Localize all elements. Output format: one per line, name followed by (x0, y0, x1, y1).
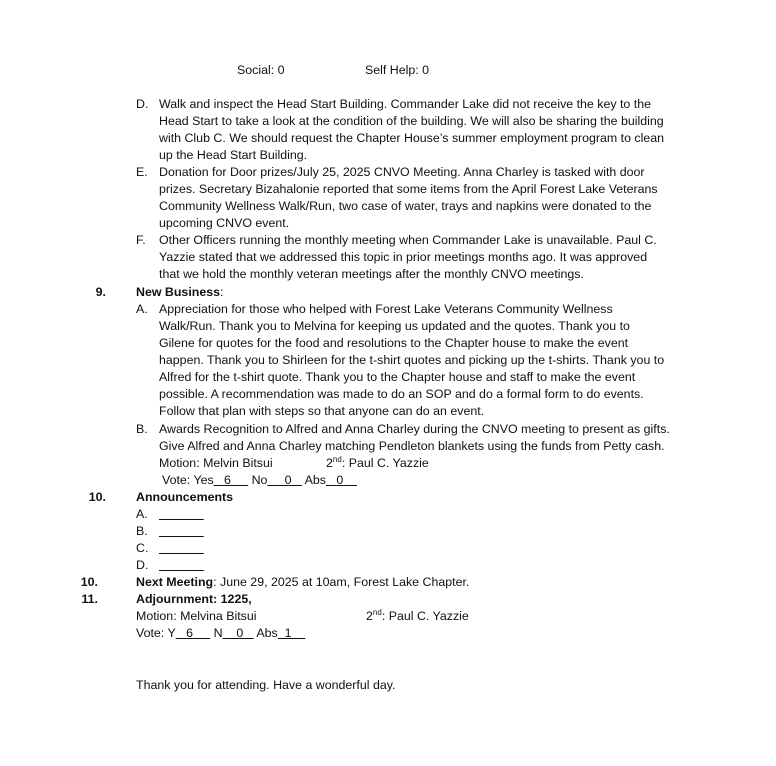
item-line: Donation for Door prizes/July 25, 2025 CNVO Meeting. Anna Charley is tasked with door (159, 165, 645, 179)
next-meeting-label: Next Meeting (136, 575, 214, 589)
abs-value: 1 (284, 626, 292, 640)
yes-label: Vote: Y (136, 626, 176, 640)
adjournment-heading: Adjournment: 1225, (136, 592, 252, 606)
adjournment-motion: Motion: Melvina Bitsui (136, 609, 257, 623)
item-line: Head Start to take a look at the condition of the building. We will also be sharing the building (159, 114, 664, 128)
heading-colon: : (220, 285, 224, 299)
blank-line (159, 523, 204, 540)
second-suffix: nd (372, 607, 382, 617)
yes-value: 6 (186, 626, 193, 640)
vote-tally (162, 472, 357, 489)
item-letter: A. (136, 507, 148, 521)
item-letter: D. (136, 97, 149, 111)
second-name: : Paul C. Yazzie (381, 609, 469, 623)
self-help-count: Self Help: 0 (365, 63, 430, 77)
no-count (267, 473, 301, 487)
second-name: : Paul C. Yazzie (341, 456, 429, 470)
item-line: Gilene for quotes for the food and resolutions to the Chapter house to make the event (159, 336, 629, 350)
abs-label: Abs (256, 626, 278, 640)
item-line: upcoming CNVO event. (159, 216, 290, 230)
item-letter: F. (136, 233, 146, 247)
item-line: Walk/Run. Thank you to Melvina for keeping us updated and the quotes. Thank you to (159, 319, 630, 333)
item-line: Appreciation for those who helped with Forest Lake Veterans Community Wellness (159, 302, 613, 316)
yes-value: 6 (224, 473, 231, 487)
item-line: Awards Recognition to Alfred and Anna Charley during the CNVO meeting to present as gifts. (159, 422, 670, 436)
item-line: prizes. Secretary Bizahalonie reported that some items from the April Forest Lake Veterans (159, 182, 658, 196)
announcements-heading: Announcements (136, 490, 234, 504)
item-line: happen. Thank you to Shirleen for the t-shirt quotes and picking up the t-shirts. Thank you to (159, 353, 665, 367)
blank-line (159, 557, 204, 574)
item-line: Community Wellness Walk/Run, two case of water, trays and napkins were donated to the (159, 199, 652, 213)
yes-count (214, 473, 248, 487)
next-meeting-text: : June 29, 2025 at 10am, Forest Lake Chapter. (213, 575, 470, 589)
section-number: 11. (81, 592, 98, 606)
item-letter: B. (136, 422, 148, 436)
section-number: 10. (80, 575, 98, 589)
second-number: 2 (326, 456, 333, 470)
section-number: 9. (95, 285, 106, 299)
no-label: No (251, 473, 268, 487)
second-number: 2 (366, 609, 373, 623)
section-number: 10. (88, 490, 106, 504)
no-count (223, 626, 254, 640)
abs-count (326, 473, 357, 487)
blank-line (159, 540, 204, 557)
no-label: N (213, 626, 223, 640)
item-line: up the Head Start Building. (159, 148, 308, 162)
item-line: Alfred for the t-shirt quote. Thank you to the Chapter house and staff to make the event (159, 370, 636, 384)
blank-line (159, 506, 204, 523)
no-value: 0 (236, 626, 244, 640)
no-value: 0 (284, 473, 292, 487)
abs-label: Abs (304, 473, 327, 487)
abs-value: 0 (336, 473, 344, 487)
item-letter: E. (136, 165, 148, 179)
item-line: possible. A recommendation was made to do an SOP and do a formal form to do events. (159, 387, 644, 401)
social-count: Social: 0 (237, 63, 285, 77)
new-business-heading (136, 284, 223, 301)
yes-label: Vote: Yes (162, 473, 214, 487)
heading-text: New Business (136, 285, 221, 299)
item-line: that we hold the monthly veteran meetings after the monthly CNVO meetings. (159, 267, 584, 281)
item-line: with Club C. We should request the Chapter House’s summer employment program to clean (159, 131, 665, 145)
closing-message: Thank you for attending. Have a wonderful day. (136, 678, 396, 692)
motion-mover: Motion: Melvin Bitsui (159, 456, 273, 470)
item-letter: A. (136, 302, 148, 316)
item-line: Follow that plan with steps so that anyone can do an event. (159, 404, 485, 418)
item-line: Other Officers running the monthly meeting when Commander Lake is unavailable. Paul C. (159, 233, 657, 247)
item-line: Walk and inspect the Head Start Building. Commander Lake did not receive the key to the (159, 97, 651, 111)
yes-count (176, 626, 210, 640)
motion-second (326, 455, 429, 472)
item-line: Yazzie stated that we addressed this topic in prior meetings months ago. It was approved (159, 250, 648, 264)
next-meeting (136, 574, 469, 591)
item-letter: C. (136, 541, 149, 555)
item-letter: D. (136, 558, 149, 572)
adjournment-second (366, 608, 469, 625)
item-line: Give Alfred and Anna Charley matching Pendleton blankets using the funds from Petty cash. (159, 439, 665, 453)
adjournment-vote (136, 625, 305, 642)
second-suffix: nd (332, 454, 342, 464)
item-letter: B. (136, 524, 148, 538)
abs-count (278, 626, 306, 640)
